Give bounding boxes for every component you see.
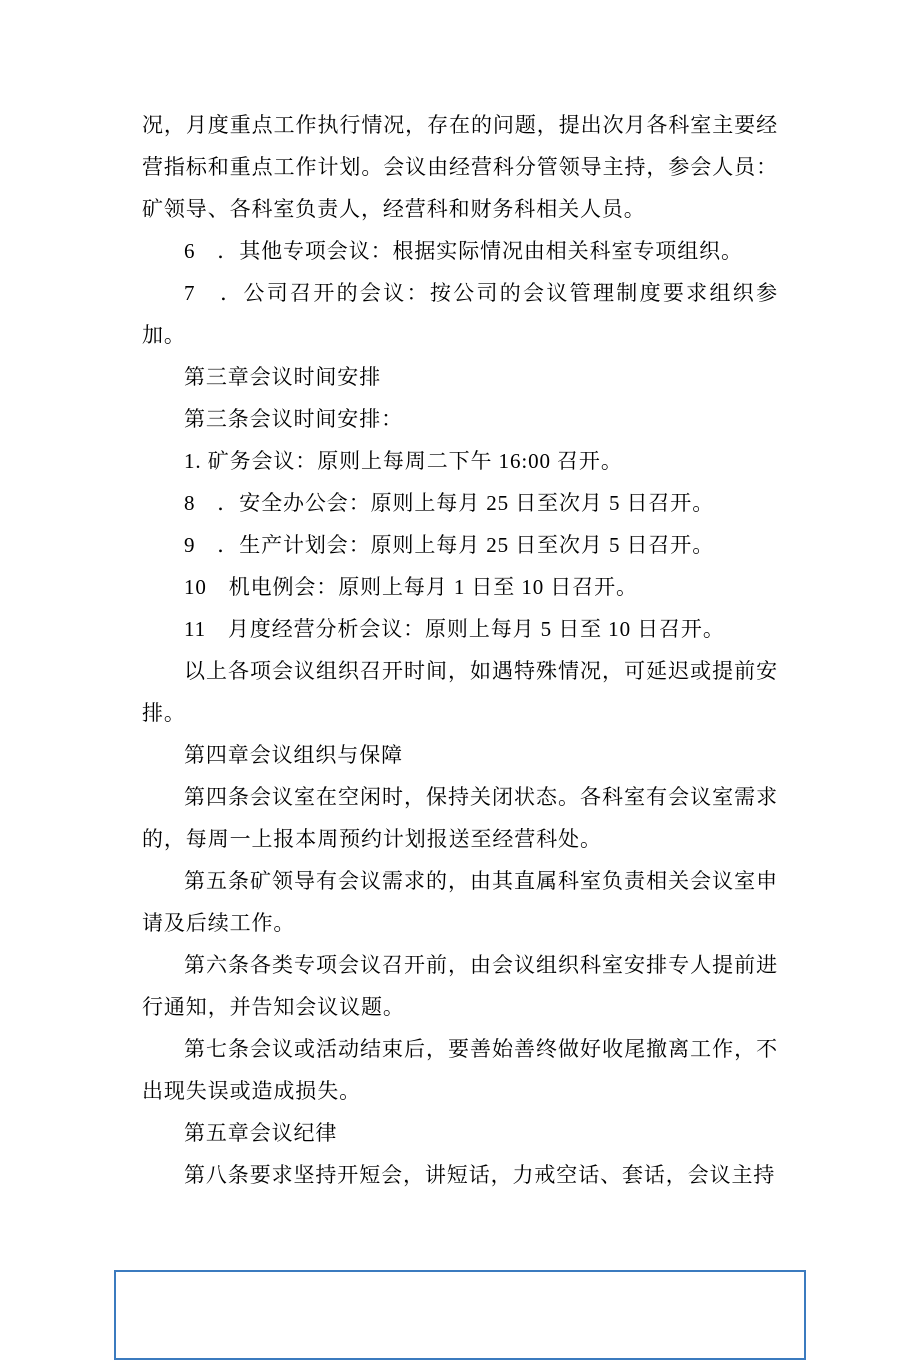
list-item: 1. 矿务会议：原则上每周二下午 16:00 召开。: [184, 449, 623, 473]
page-border-box: [114, 1270, 806, 1360]
paragraph: 第六条各类专项会议召开前，由会议组织科室安排专人提前进行通知，并告知会议议题。: [142, 953, 778, 1019]
paragraph: 第三条会议时间安排：: [184, 407, 403, 431]
section-heading: 第四章会议组织与保障: [184, 743, 403, 767]
paragraph: 7 ．公司召开的会议：按公司的会议管理制度要求组织参加。: [142, 281, 778, 347]
paragraph: 第七条会议或活动结束后，要善始善终做好收尾撤离工作，不出现失误或造成损失。: [142, 1037, 778, 1103]
list-item: 8 ．安全办公会：原则上每月 25 日至次月 5 日召开。: [184, 491, 715, 515]
section-heading: 第五章会议纪律: [184, 1121, 338, 1145]
paragraph: 以上各项会议组织召开时间，如遇特殊情况，可延迟或提前安排。: [142, 659, 778, 725]
paragraph: 6 ．其他专项会议：根据实际情况由相关科室专项组织。: [184, 239, 743, 263]
list-item: 11 月度经营分析会议：原则上每月 5 日至 10 日召开。: [184, 617, 725, 641]
paragraph: 第八条要求坚持开短会，讲短话，力戒空话、套话，会议主持: [184, 1163, 776, 1187]
list-item: 9 ．生产计划会：原则上每月 25 日至次月 5 日召开。: [184, 533, 715, 557]
paragraph: 第四条会议室在空闲时，保持关闭状态。各科室有会议室需求的，每周一上报本周预约计划报送至经营科处。: [142, 785, 778, 851]
paragraph: 第五条矿领导有会议需求的，由其直属科室负责相关会议室申请及后续工作。: [142, 869, 778, 935]
paragraph: 况，月度重点工作执行情况，存在的问题，提出次月各科室主要经营指标和重点工作计划。会议由经营科分管领导主持，参会人员：矿领导、各科室负责人，经营科和财务科相关人员。: [142, 113, 778, 221]
section-heading: 第三章会议时间安排: [184, 365, 382, 389]
list-item: 10 机电例会：原则上每月 1 日至 10 日召开。: [184, 575, 638, 599]
